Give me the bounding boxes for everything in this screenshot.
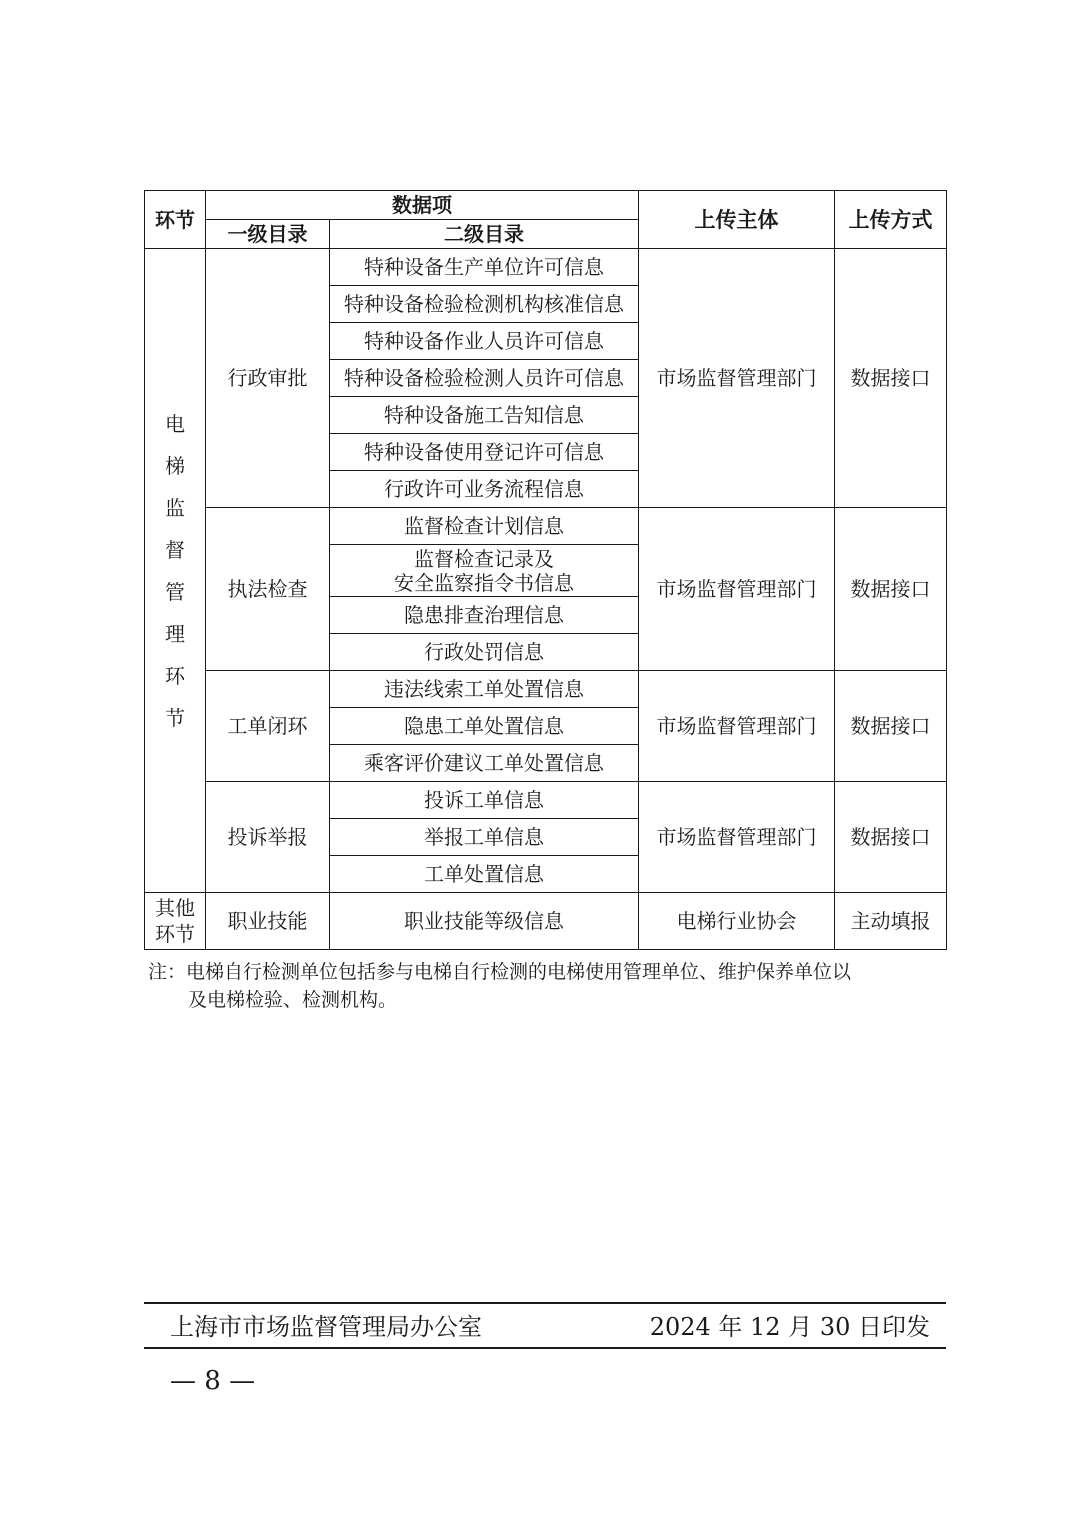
group-uploader: 市场监督管理部门 [639,249,835,508]
footer-bottom-rule [144,1347,946,1349]
group-item: 违法线索工单处置信息 [330,671,639,708]
stage-main-label: 电梯监督管理环节 [165,411,185,730]
group-method: 数据接口 [835,508,947,671]
group-uploader: 市场监督管理部门 [639,508,835,671]
group-item: 特种设备生产单位许可信息 [330,249,639,286]
print-date: 2024 年 12 月 30 日印发 [649,1313,930,1341]
group-item: 特种设备作业人员许可信息 [330,323,639,360]
group-method: 数据接口 [835,249,947,508]
group-item: 监督检查计划信息 [330,508,639,545]
stage-other-label: 其他环节 [155,896,195,946]
stage-main-cell [145,249,206,893]
header-stage: 环节 [145,191,206,249]
group-item: 特种设备使用登记许可信息 [330,434,639,471]
stage-other-cell [145,893,206,950]
group-uploader: 市场监督管理部门 [639,671,835,782]
header-uploader: 上传主体 [639,191,835,249]
other-uploader: 电梯行业协会 [639,893,835,950]
issuing-office: 上海市市场监督管理局办公室 [170,1313,482,1341]
group-method: 数据接口 [835,782,947,893]
group-item [330,545,639,597]
note-line: 及电梯检验、检测机构。 [188,989,398,1011]
note-line: 注：电梯自行检测单位包括参与电梯自行检测的电梯使用管理单位、维护保养单位以 [148,961,852,983]
group-level1: 投诉举报 [206,782,330,893]
group-item: 行政许可业务流程信息 [330,471,639,508]
group-item: 乘客评价建议工单处置信息 [330,745,639,782]
group-item: 特种设备施工告知信息 [330,397,639,434]
header-data-items: 数据项 [206,191,639,220]
other-method: 主动填报 [835,893,947,950]
group-level1: 执法检查 [206,508,330,671]
group-item-line: 安全监察指令书信息 [394,570,574,595]
group-item: 隐患排查治理信息 [330,597,639,634]
group-item: 特种设备检验检测机构核准信息 [330,286,639,323]
table-note [148,958,948,1014]
header-level1: 一级目录 [206,220,330,249]
header-method: 上传方式 [835,191,947,249]
footer-top-rule [144,1302,946,1304]
group-item: 隐患工单处置信息 [330,708,639,745]
group-item-line: 监督检查记录及 [414,546,554,571]
group-uploader: 市场监督管理部门 [639,782,835,893]
group-item: 举报工单信息 [330,819,639,856]
other-level1: 职业技能 [206,893,330,950]
group-item: 投诉工单信息 [330,782,639,819]
data-items-table [144,190,947,950]
group-method: 数据接口 [835,671,947,782]
other-item: 职业技能等级信息 [330,893,639,950]
group-level1: 工单闭环 [206,671,330,782]
group-item: 行政处罚信息 [330,634,639,671]
group-item: 特种设备检验检测人员许可信息 [330,360,639,397]
group-level1: 行政审批 [206,249,330,508]
page-number: — 8 — [170,1366,256,1396]
header-level2: 二级目录 [330,220,639,249]
print-footer [170,1312,930,1342]
group-item: 工单处置信息 [330,856,639,893]
